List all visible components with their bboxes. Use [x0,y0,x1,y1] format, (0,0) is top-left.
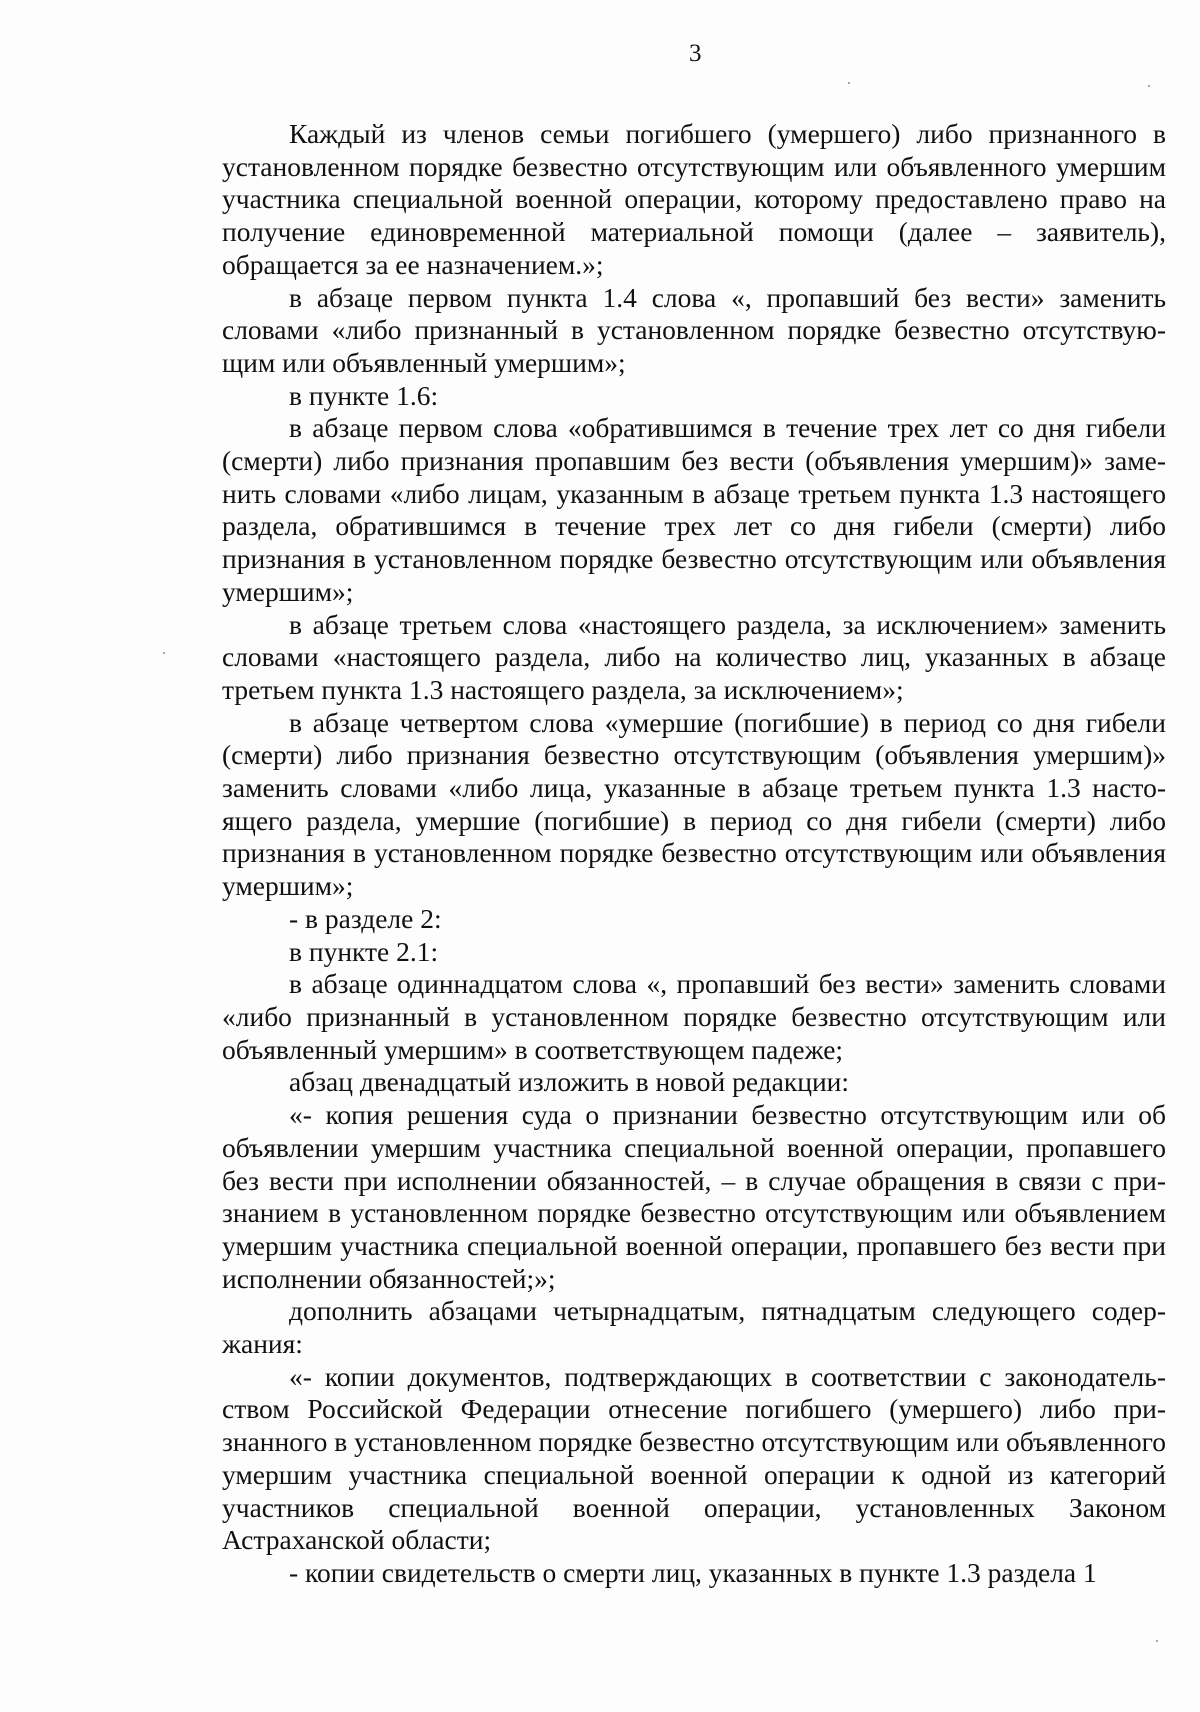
paragraph-death-certificates: - копии свидетельств о смерти лиц, указанных в пункте 1.3 раздела 1 [289,1556,1097,1588]
scan-speck [1148,85,1150,87]
scan-speck [1156,1640,1158,1642]
paragraph-family-members-application: Каждый из членов семьи погибшего (умершего) либо признанного в установленном порядке безвестно отсутствующим или объявленного умершим участника специальной военной операции, которому предоставлено право на получение единовременной материальной помощи (далее – заявитель), обращается за ее назначением.»; [222,118,1166,280]
paragraph-clause-1-6-first: в абзаце первом слова «обратившимся в течение трех лет со дня гибели (смерти) либо признания пропавшим без вести (объявления умершим)» заменить словами «либо лицам, указанным в абзаце третьем пункта 1.3 настоящего раздела, обратившимся в течение трех лет со дня гибели (смерти) либо признания в установленном порядке безвестно отсутствующим или объявления умершим»; [222,412,1166,607]
scan-speck [163,652,165,654]
paragraph-clause-1-6-heading: в пункте 1.6: [289,379,439,411]
page-number: 3 [689,40,702,67]
paragraph-court-decision-copy: «- копия решения суда о признании безвестно отсутствующим или об объявлении умершим участника специальной военной операции, пропавшего без вести при исполнении обязанностей, – в случае обращения в связи с признанием в установленном порядке безвестно отсутствующим или объявлением умершим участника специальной военной операции, пропавшего без вести при исполнении обязанностей;»; [222,1099,1166,1294]
paragraph-section-2-heading: - в разделе 2: [289,902,442,934]
scan-speck [848,82,850,84]
paragraph-clause-2-1-heading: в пункте 2.1: [289,935,439,967]
paragraph-clause-1-4-amendment: в абзаце первом пункта 1.4 слова «, пропавший без вести» заменить словами «либо признанный в установленном порядке безвестно отсутствующим или объявленный умершим»; [222,281,1166,378]
paragraph-clause-1-6-fourth: в абзаце четвертом слова «умершие (погибшие) в период со дня гибели (смерти) либо признания безвестно отсутствующим (объявления умершим)» заменить словами «либо лица, указанные в абзаце третьем пункта 1.3 настоящего раздела, умершие (погибшие) в период со дня гибели (смерти) либо признания в установленном порядке безвестно отсутствующим или объявления умершим»; [222,706,1166,902]
paragraph-clause-2-1-eleventh: в абзаце одиннадцатом слова «, пропавший без вести» заменить словами «либо признанный в установленном порядке безвестно отсутствующим или объявленный умершим» в соответствующем падеже; [222,968,1166,1065]
paragraph-supplement-intro: дополнить абзацами четырнадцатым, пятнадцатым следующего содержания: [222,1295,1166,1360]
paragraph-category-documents: «- копии документов, подтверждающих в соответствии с законодательством Российской Федерации отнесение погибшего (умершего) либо признанного в установленном порядке безвестно отсутствующим или объявленного умершим участника специальной военной операции к одной из категорий участников специальной военной операции, установленных Законом Астраханской области; [222,1360,1166,1556]
paragraph-clause-2-1-twelfth-intro: абзац двенадцатый изложить в новой редакции: [289,1066,850,1098]
paragraph-clause-1-6-third: в абзаце третьем слова «настоящего раздела, за исключением» заменить словами «настоящего раздела, либо на количество лиц, указанных в абзаце третьем пункта 1.3 настоящего раздела, за исключением»; [222,608,1166,705]
document-body [222,118,1166,1590]
